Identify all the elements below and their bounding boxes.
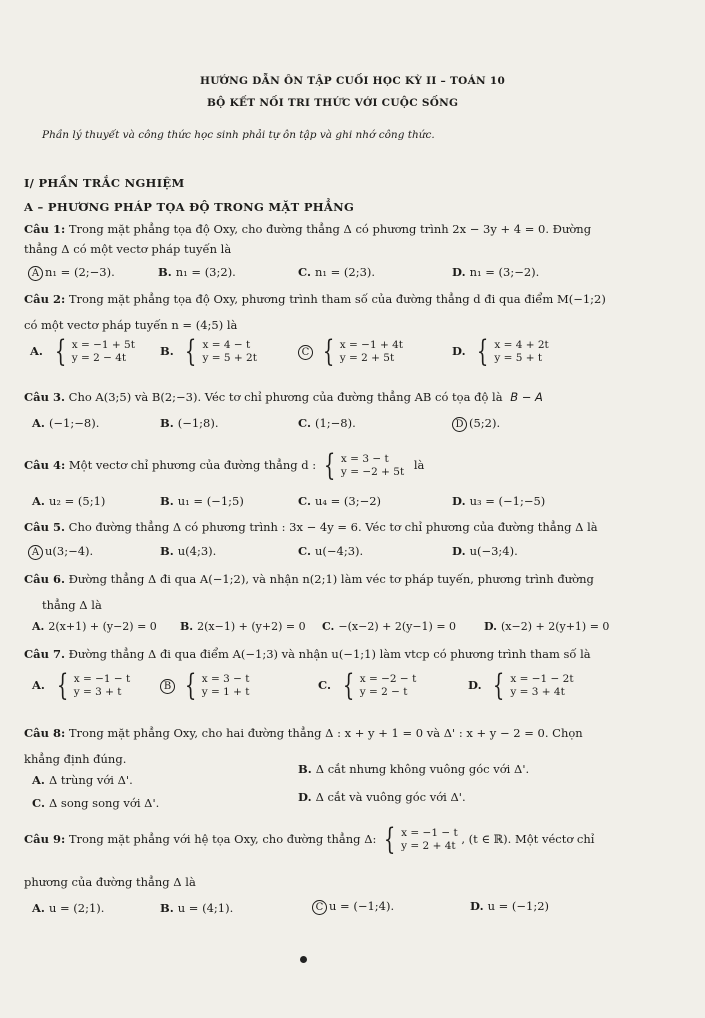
q9-option-b[interactable]: B. u = (4;1).: [160, 901, 234, 915]
circled-answer-marker: A: [28, 545, 43, 560]
q9-option-c[interactable]: C u = (−1;4).: [312, 899, 394, 915]
q1-option-b[interactable]: B. n₁ = (3;2).: [158, 265, 236, 279]
q3-stem: Câu 3. Cho A(3;5) và B(2;−3). Véc tơ chỉ phương của đường thẳng AB có tọa độ là B − A: [24, 390, 543, 404]
q2-option-b[interactable]: B. { x = 4 − t y = 5 + 2t: [160, 334, 257, 369]
q2-text2: có một vectơ pháp tuyến n = (4;5) là: [24, 318, 238, 332]
q6-text2: thẳng Δ là: [42, 598, 102, 612]
section-heading: I/ PHẦN TRẮC NGHIỆM: [24, 176, 185, 190]
q5-option-c[interactable]: C. u(−4;3).: [298, 544, 364, 558]
q1-option-a[interactable]: A n₁ = (2;−3).: [28, 265, 115, 281]
q8-option-c[interactable]: C. Δ song song với Δ'.: [32, 796, 160, 810]
subsection-heading: A – PHƯƠNG PHÁP TỌA ĐỘ TRONG MẶT PHẲNG: [24, 200, 355, 214]
q8-option-b[interactable]: B. Δ cắt nhưng không vuông góc với Δ'.: [298, 762, 530, 776]
q5-option-a[interactable]: A u(3;−4).: [28, 544, 93, 560]
q4-option-d[interactable]: D. u₃ = (−1;−5): [452, 494, 546, 508]
q9-stem: Câu 9: Trong mặt phẳng với hệ tọa Oxy, cho đường thẳng Δ: { x = −1 − t y = 2 + 4t , (t ∈ ℝ). Một véctơ chỉ: [24, 822, 595, 857]
q1-text2: thẳng Δ có một vectơ pháp tuyến là: [24, 242, 232, 256]
handwritten-note: B − A: [510, 390, 543, 404]
q2-option-d[interactable]: D. { x = 4 + 2t y = 5 + t: [452, 334, 549, 369]
q1-label: Câu 1:: [24, 222, 66, 236]
doc-note: Phần lý thuyết và công thức học sinh phải tự ôn tập và ghi nhớ công thức.: [42, 129, 435, 141]
q9-text2: phương của đường thẳng Δ là: [24, 875, 196, 889]
circled-answer-marker: A: [28, 266, 43, 281]
q7-stem: Câu 7. Đường thẳng Δ đi qua điểm A(−1;3) và nhận u(−1;1) làm vtcp có phương trình tham số là: [24, 647, 591, 661]
q1-text: Trong mặt phẳng tọa độ Oxy, cho đường thẳng Δ có phương trình 2x − 3y + 4 = 0. Đường: [68, 222, 592, 236]
q6-option-b[interactable]: B. 2(x−1) + (y+2) = 0: [180, 620, 306, 633]
q8-option-a[interactable]: A. Δ trùng với Δ'.: [32, 773, 133, 787]
q3-option-c[interactable]: C. (1;−8).: [298, 416, 356, 430]
q4-stem: Câu 4: Một vectơ chỉ phương của đường thẳng d : { x = 3 − t y = −2 + 5t là: [24, 448, 425, 483]
q8-option-d[interactable]: D. Δ cắt và vuông góc với Δ'.: [298, 790, 466, 804]
q5-option-d[interactable]: D. u(−3;4).: [452, 544, 518, 558]
circled-answer-marker: C: [298, 345, 313, 360]
q6-stem: Câu 6. Đường thẳng Δ đi qua A(−1;2), và nhận n(2;1) làm véc tơ pháp tuyến, phương trình đường: [24, 572, 594, 586]
q7-option-d[interactable]: D. { x = −1 − 2t y = 3 + 4t: [468, 668, 574, 703]
doc-title: HƯỚNG DẪN ÔN TẬP CUỐI HỌC KỲ II – TOÁN 10: [200, 75, 506, 87]
q3-option-b[interactable]: B. (−1;8).: [160, 416, 219, 430]
ink-dot: [300, 956, 307, 963]
q6-option-d[interactable]: D. (x−2) + 2(y+1) = 0: [484, 620, 610, 633]
q4-option-a[interactable]: A. u₂ = (5;1): [32, 494, 106, 508]
q9-option-a[interactable]: A. u = (2;1).: [32, 901, 105, 915]
circled-answer-marker: D: [452, 417, 467, 432]
q6-option-a[interactable]: A. 2(x+1) + (y−2) = 0: [32, 620, 157, 633]
doc-subtitle: BỘ KẾT NỐI TRI THỨC VỚI CUỘC SỐNG: [207, 97, 459, 109]
q5-option-b[interactable]: B. u(4;3).: [160, 544, 217, 558]
q1-option-c[interactable]: C. n₁ = (2;3).: [298, 265, 376, 279]
q4-option-c[interactable]: C. u₄ = (3;−2): [298, 494, 382, 508]
q1-stem: [24, 222, 591, 236]
q2-option-a[interactable]: A. { x = −1 + 5t y = 2 − 4t: [30, 334, 135, 369]
q9-option-d[interactable]: D. u = (−1;2): [470, 899, 550, 913]
q6-option-c[interactable]: C. −(x−2) + 2(y−1) = 0: [322, 620, 457, 633]
q7-option-c[interactable]: C. { x = −2 − t y = 2 − t: [318, 668, 417, 703]
circled-answer-marker: C: [312, 900, 327, 915]
q5-stem: Câu 5. Cho đường thẳng Δ có phương trình : 3x − 4y = 6. Véc tơ chỉ phương của đường thẳng Δ là: [24, 520, 598, 534]
q4-option-b[interactable]: B. u₁ = (−1;5): [160, 494, 244, 508]
q2-stem: Câu 2: Trong mặt phẳng tọa độ Oxy, phương trình tham số của đường thẳng d đi qua điểm M(−1;2): [24, 292, 606, 306]
q7-option-a[interactable]: A. { x = −1 − t y = 3 + t: [32, 668, 131, 703]
circled-answer-marker: B: [160, 679, 175, 694]
q3-option-a[interactable]: A. (−1;−8).: [32, 416, 100, 430]
q8-text2: khẳng định đúng.: [24, 752, 127, 766]
q7-option-b[interactable]: B { x = 3 − t y = 1 + t: [160, 672, 250, 700]
q2-option-c[interactable]: C { x = −1 + 4t y = 2 + 5t: [298, 338, 403, 366]
q8-stem: Câu 8: Trong mặt phẳng Oxy, cho hai đường thẳng Δ : x + y + 1 = 0 và Δ' : x + y − 2 = 0. Chọn: [24, 726, 583, 740]
q1-option-d[interactable]: D. n₁ = (3;−2).: [452, 265, 540, 279]
q3-option-d[interactable]: D (5;2).: [452, 416, 500, 432]
